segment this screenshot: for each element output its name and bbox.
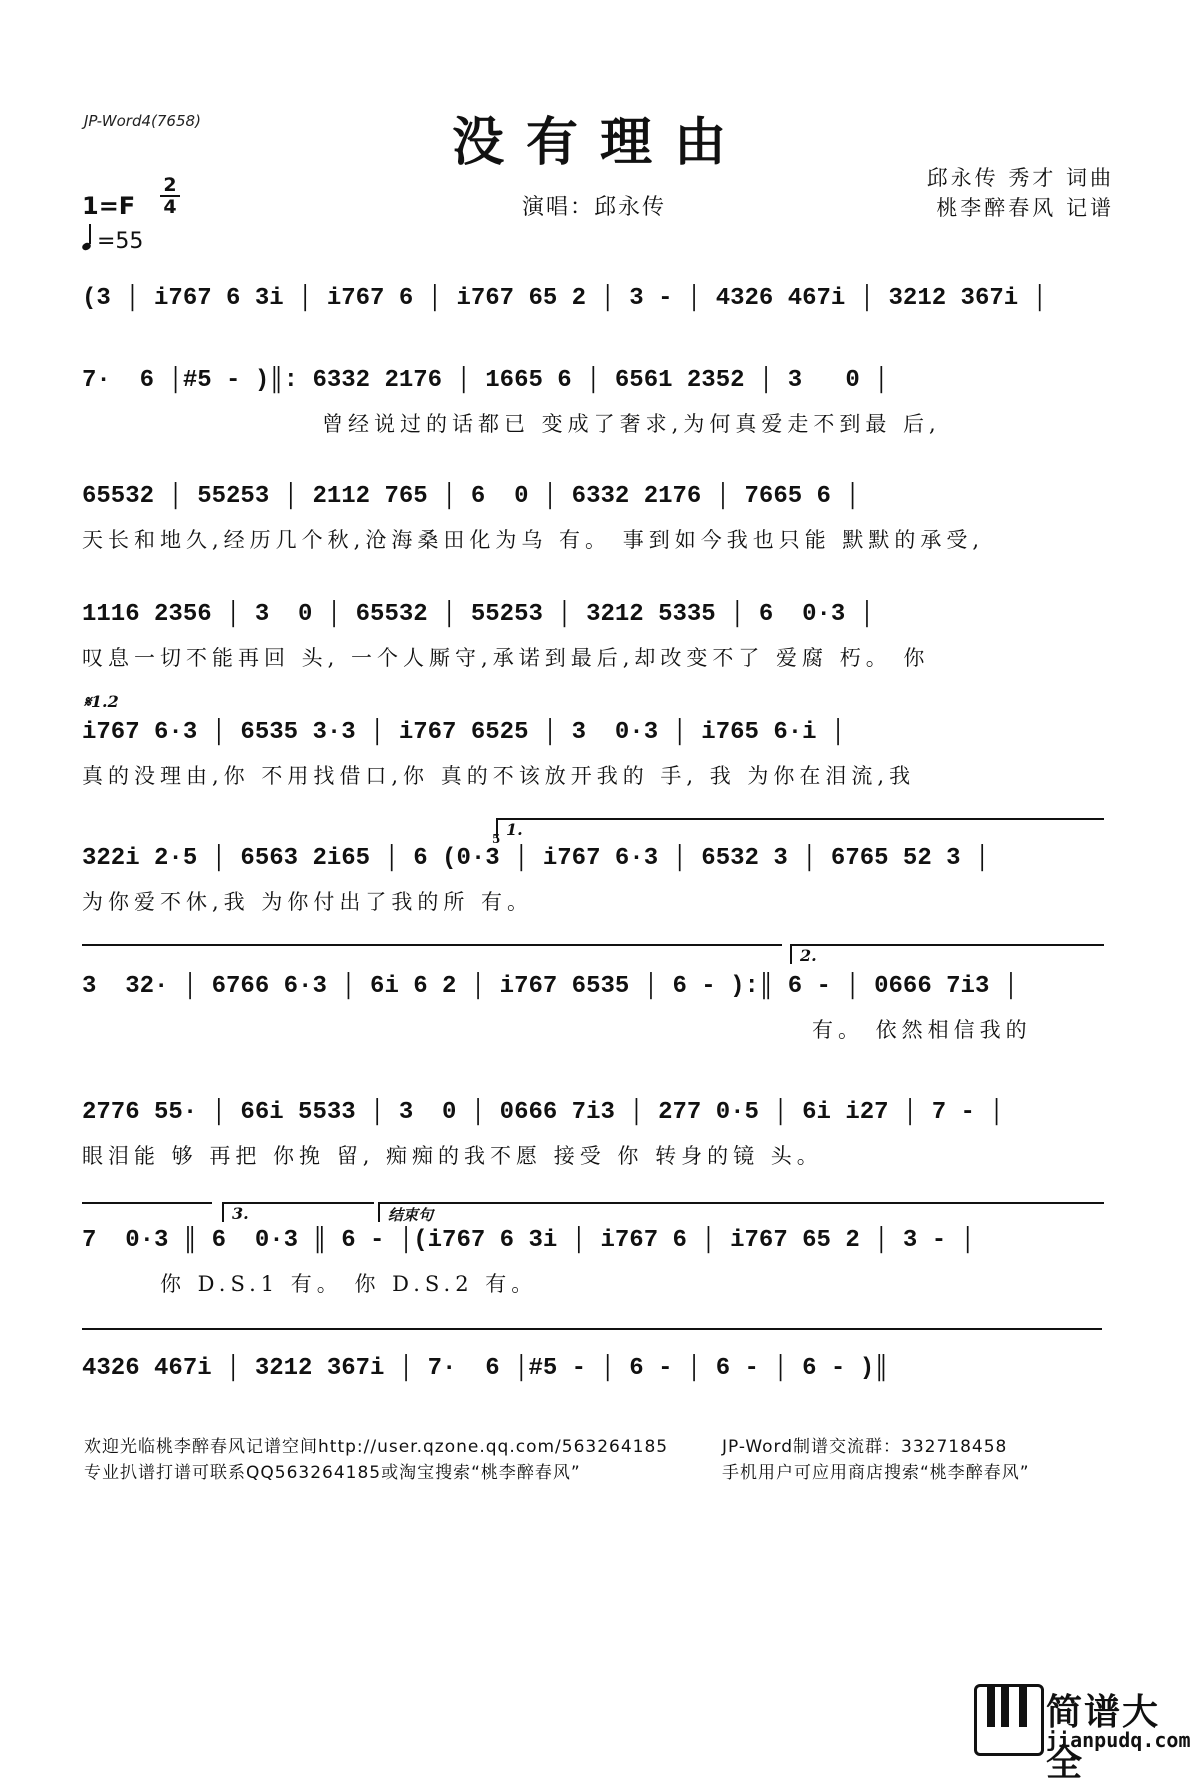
logo-brand: 简谱大全 — [1046, 1692, 1161, 1784]
time-signature — [160, 176, 180, 216]
notation-row: (3 │ i767 6 3i │ i767 6 │ i767 65 2 │ 3 - │ 4326 467i │ 3212 367i │ — [82, 285, 1047, 312]
ending-bracket — [378, 1202, 1104, 1222]
volta-1-bracket — [496, 818, 1104, 838]
tempo-marking — [82, 228, 143, 254]
notation-row: 7· 6 │#5 - )║: 6332 2176 │ 1665 6 │ 6561 2352 │ 3 0 │ — [82, 367, 889, 394]
notation-row: 3 32· │ 6766 6·3 │ 6i 6 2 │ i767 6535 │ 6 - ):║ 6 - │ 0666 7i3 │ — [82, 973, 1019, 1000]
notation-row: 65532 │ 55253 │ 2112 765 │ 6 0 │ 6332 2176 │ 7665 6 │ — [82, 483, 860, 510]
lyrics-row: 真的没理由,你 不用找借口,你 真的不该放开我的 手, 我 为你在泪流,我 — [82, 764, 916, 788]
song-title: 没有理由 — [451, 112, 748, 173]
footer-app-search: 手机用户可应用商店搜索“桃李醉春风” — [722, 1463, 1030, 1483]
grace-note: 5 — [492, 832, 501, 846]
lyrics-row: 眼泪能 够 再把 你挽 留, 痴痴的我不愿 接受 你 转身的镜 头。 — [82, 1144, 823, 1168]
ending-label: 结束句 — [388, 1206, 434, 1224]
ending-continuation — [82, 1328, 1102, 1348]
volta-2-continuation — [82, 1202, 212, 1222]
key-signature: 1=F — [82, 192, 136, 220]
lyrics-row: 有。 依然相信我的 — [812, 1018, 1032, 1042]
notation-row: 2776 55· │ 66i 5533 │ 3 0 │ 0666 7i3 │ 277 0·5 │ 6i i27 │ 7 - │ — [82, 1099, 1004, 1126]
notation-row: 7 0·3 ║ 6 0·3 ║ 6 - │(i767 6 3i │ i767 6 │ i767 65 2 │ 3 - │ — [82, 1227, 975, 1254]
footer-group: JP-Word制谱交流群：332718458 — [722, 1437, 1008, 1457]
lyrics-row: 叹息一切不能再回 头, 一个人厮守,承诺到最后,却改变不了 爱腐 朽。 你 — [82, 646, 930, 670]
lyrics-row: 天长和地久,经历几个秋,沧海桑田化为乌 有。 事到如今我也只能 默默的承受, — [82, 528, 985, 552]
composer-credit: 邱永传 秀才 词曲 — [926, 166, 1114, 190]
notation-row: 4326 467i │ 3212 367i │ 7· 6 │#5 - │ 6 - │ 6 - │ 6 - )║ — [82, 1355, 889, 1382]
site-logo — [974, 1684, 1191, 1784]
piano-keys-icon — [974, 1684, 1044, 1756]
transcriber-credit: 桃李醉春风 记谱 — [936, 196, 1114, 220]
time-numerator: 2 — [163, 174, 177, 196]
lyrics-row: 为你爱不休,我 为你付出了我的所 有。 — [82, 890, 534, 914]
volta-3-label: 3. — [232, 1204, 249, 1223]
notation-row: i767 6·3 │ 6535 3·3 │ i767 6525 │ 3 0·3 │ i765 6·i │ — [82, 719, 846, 746]
notation-row: 1116 2356 │ 3 0 │ 65532 │ 55253 │ 3212 5335 │ 6 0·3 │ — [82, 601, 875, 628]
notation-row: 322i 2·5 │ 6563 2i65 │ 6 (0·3 │ i767 6·3 │ 6532 3 │ 6765 52 3 │ — [82, 845, 990, 872]
time-denominator: 4 — [163, 196, 177, 218]
lyrics-row: 曾经说过的话都已 变成了奢求,为何真爱走不到最 后, — [322, 412, 941, 436]
software-label: JP-Word4(7658) — [84, 112, 201, 130]
volta-1-continuation — [82, 944, 782, 964]
logo-site: jianpudq.com — [1046, 1728, 1191, 1752]
singer-credit: 演唱：邱永传 — [522, 195, 667, 220]
segno-mark: 𝄋1.2 — [84, 692, 119, 711]
lyrics-row: 你 D.S.1 有。 你 D.S.2 有。 — [160, 1272, 538, 1296]
volta-1-label: 1. — [506, 820, 523, 839]
volta-2-bracket — [790, 944, 1104, 964]
tempo-value: =55 — [97, 229, 144, 254]
footer-website: 欢迎光临桃李醉春风记谱空间http://user.qzone.qq.com/563264185 — [84, 1437, 669, 1457]
footer-contact: 专业扒谱打谱可联系QQ563264185或淘宝搜索“桃李醉春风” — [84, 1463, 581, 1483]
volta-2-label: 2. — [800, 946, 817, 965]
